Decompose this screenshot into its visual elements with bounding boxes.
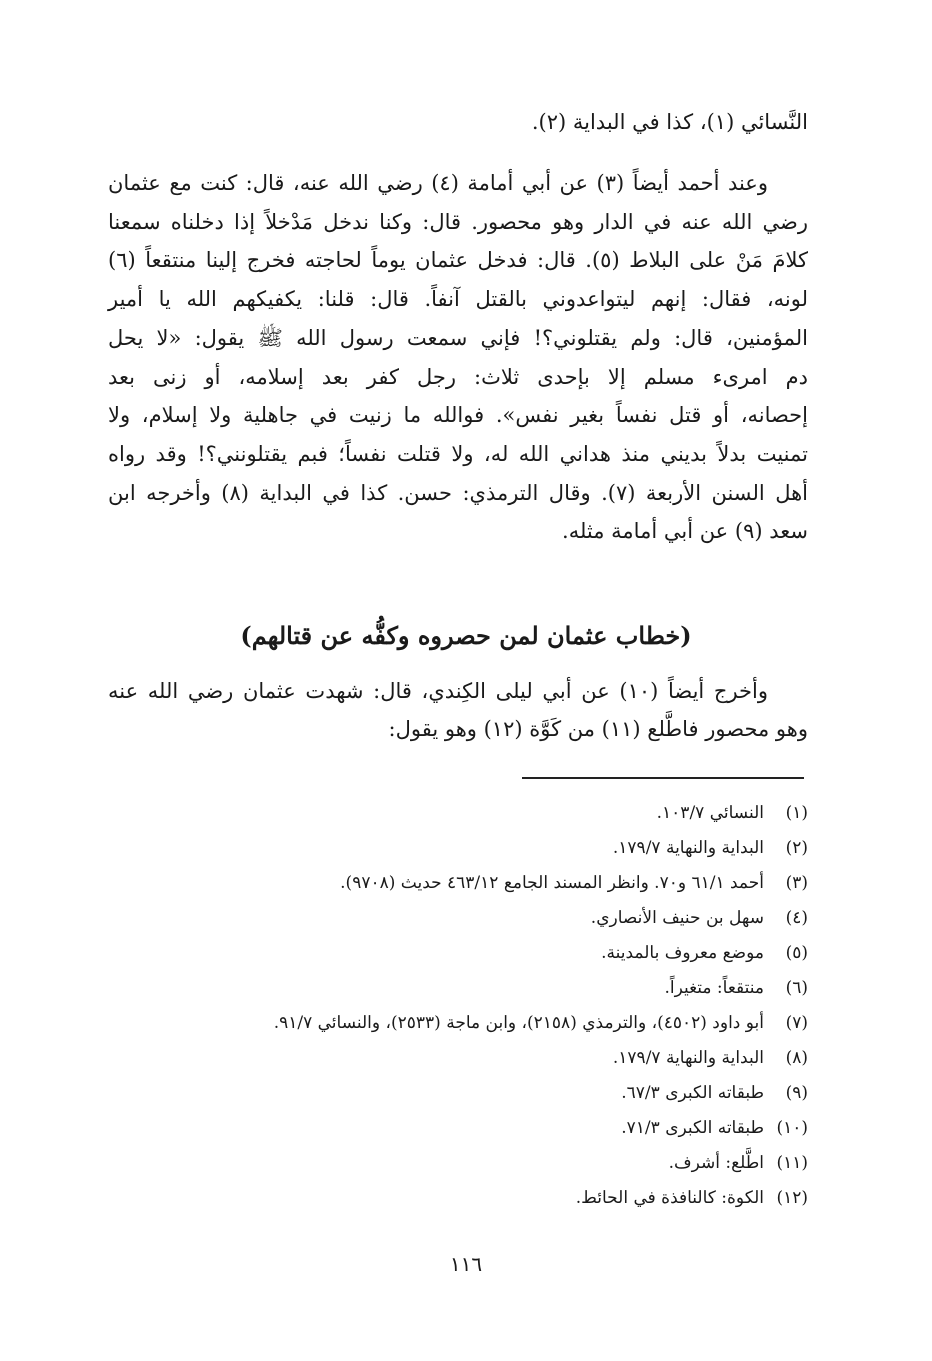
footnote-number: (٥) (785, 943, 808, 963)
footnote-text: طبقاته الكبرى ٧١/٣. (621, 1118, 764, 1138)
footnote-text: منتقعاً: متغيراً. (664, 978, 764, 998)
footnote-item (110, 936, 808, 971)
footnote-number: (١١) (776, 1153, 808, 1173)
footnote-text: أبو داود (٤٥٠٢)، والترمذي (٢١٥٨)، وابن ماجة (٢٥٣٣)، والنسائي ٩١/٧. (273, 1013, 764, 1033)
footnote-number: (٨) (785, 1048, 808, 1068)
footnote-number: (١) (785, 803, 808, 823)
footnote-text: البداية والنهاية ١٧٩/٧. (612, 838, 764, 858)
footnote-item (110, 1041, 808, 1076)
footnote-number: (١٠) (776, 1118, 808, 1138)
page-number: ١١٦ (449, 1252, 483, 1276)
paragraph-1-line: أهل السنن الأربعة (٧). وقال الترمذي: حسن. كذا في البداية (٨) وأخرجه ابن (108, 480, 809, 505)
footnote-number: (٧) (785, 1013, 808, 1033)
footnote-text: البداية والنهاية ١٧٩/٧. (612, 1048, 764, 1068)
paragraph-1-line: وعند أحمد أيضاً (٣) عن أبي أمامة (٤) رضي الله عنه، قال: كنت مع عثمان (108, 171, 768, 195)
footnote-item (110, 1006, 808, 1041)
paragraph-1 (108, 164, 808, 551)
footnote-text: اطَّلع: أشرف. (668, 1153, 764, 1173)
footnote-text: أحمد ٦١/١ و٧٠. وانظر المسند الجامع ٤٦٣/١٢ حديث (٩٧٠٨). (340, 873, 764, 893)
paragraph-1-line: المؤمنين، قال: ولم يقتلوني؟! فإني سمعت رسول الله ﷺ يقول: «لا يحل (108, 325, 808, 350)
footnote-number: (٩) (785, 1083, 808, 1103)
paragraph-1-line: كلامَ مَنْ على البلاط (٥). قال: فدخل عثمان يوماً لحاجته فخرج إلينا منتقعاً (٦) (108, 248, 808, 273)
paragraph-1-line: رضي الله عنه في الدار وهو محصور. قال: وكنا ندخل مَدْخلاً إذا دخلناه سمعنا (108, 209, 808, 234)
footnote-text: طبقاته الكبرى ٦٧/٣. (621, 1083, 764, 1103)
footnote-item (110, 1111, 808, 1146)
footnote-number: (٤) (785, 908, 808, 928)
footnote-text: الكوة: كالنافذة في الحائط. (575, 1188, 764, 1208)
footnote-text: موضع معروف بالمدينة. (601, 943, 764, 963)
footnote-number: (٣) (785, 873, 808, 893)
paragraph-2-line: وهو محصور فاطَّلع (١١) من كَوَّة (١٢) وهو يقول: (388, 717, 808, 741)
footnote-item (110, 901, 808, 936)
footnote-item (110, 831, 808, 866)
footnote-number: (١٢) (776, 1188, 808, 1208)
paragraph-2 (108, 672, 808, 748)
footnote-text: سهل بن حنيف الأنصاري. (590, 908, 764, 928)
paragraph-1-line: دم امرىء مسلم إلا بإحدى ثلاث: رجل كفر بعد إسلامه، أو زنى بعد (108, 364, 808, 389)
footnote-divider (522, 777, 804, 779)
paragraph-1-line: تمنيت بدلاً بديني منذ هداني الله له، ولا قتلت نفساً؛ فبم يقتلونني؟! وقد رواه (108, 441, 808, 466)
paragraph-1-line: لونه، فقال: إنهم ليتواعدوني بالقتل آنفاً. قال: قلنا: يكفيكهم الله يا أمير (108, 287, 808, 312)
section-heading: (خطاب عثمان لمن حصروه وكفُّه عن قتالهم) (240, 621, 692, 650)
footnote-item (110, 1146, 808, 1181)
footnote-item (110, 796, 808, 831)
footnote-text: النسائي ١٠٣/٧. (656, 803, 764, 823)
footnote-number: (٦) (785, 978, 808, 998)
paragraph-1-line: سعد (٩) عن أبي أمامة مثله. (562, 519, 808, 544)
footnote-item (110, 971, 808, 1006)
footnotes (110, 796, 808, 1216)
body-line-0: النَّسائي (١)، كذا في البداية (٢). (531, 110, 808, 134)
paragraph-2-line: وأخرج أيضاً (١٠) عن أبي ليلى الكِندي، قال: شهدت عثمان رضي الله عنه (108, 679, 768, 703)
footnote-item (110, 1076, 808, 1111)
paragraph-1-line: إحصانه، أو قتل نفساً بغير نفس». فوالله ما زنيت في جاهلية ولا إسلام، ولا (108, 403, 808, 428)
footnote-item (110, 1181, 808, 1216)
footnote-number: (٢) (785, 838, 808, 858)
footnote-item (110, 866, 808, 901)
